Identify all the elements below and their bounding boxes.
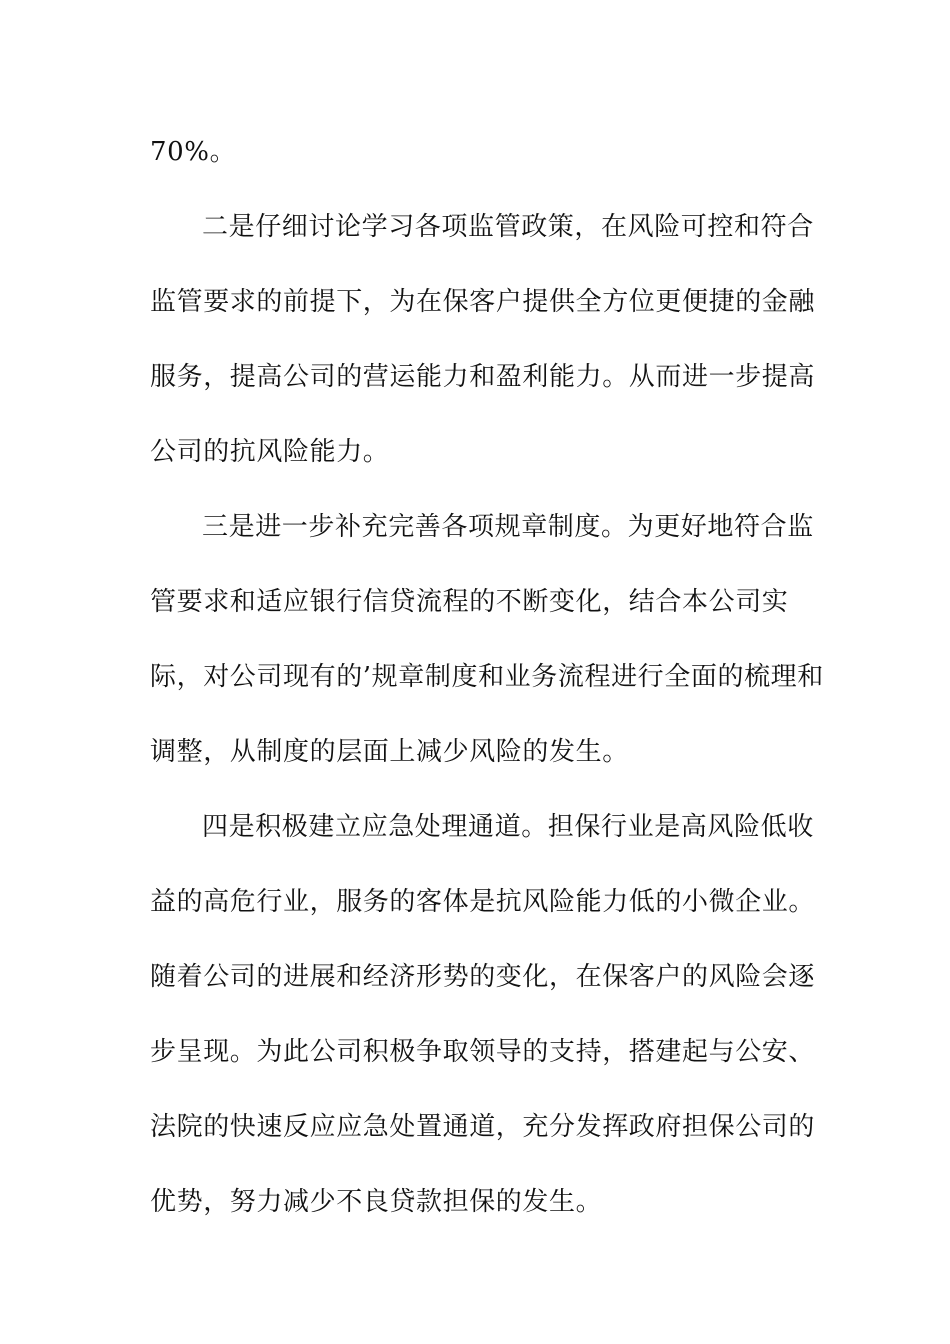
- text-line: 监管要求的前提下，为在保客户提供全方位更便捷的金融: [150, 287, 816, 317]
- text-line: 管要求和适应银行信贷流程的不断变化，结合本公司实: [150, 587, 789, 617]
- text-line: 优势，努力减少不良贷款担保的发生。: [150, 1187, 603, 1217]
- text-line: 际，对公司现有的’规章制度和业务流程进行全面的梳理和: [150, 662, 824, 692]
- text-line: 70%。: [150, 137, 237, 167]
- paragraph-start-line: 四是积极建立应急处理通道。担保行业是高风险低收: [202, 812, 814, 842]
- text-line: 法院的快速反应应急处置通道，充分发挥政府担保公司的: [150, 1112, 816, 1142]
- text-line: 随着公司的进展和经济形势的变化，在保客户的风险会逐: [150, 962, 816, 992]
- text-line: 服务，提高公司的营运能力和盈利能力。从而进一步提高: [150, 362, 816, 392]
- paragraph-start-line: 二是仔细讨论学习各项监管政策，在风险可控和符合: [202, 212, 814, 242]
- text-line: 步呈现。为此公司积极争取领导的支持，搭建起与公安、: [150, 1037, 816, 1067]
- text-line: 益的高危行业，服务的客体是抗风险能力低的小微企业。: [150, 887, 816, 917]
- paragraph-start-line: 三是进一步补充完善各项规章制度。为更好地符合监: [202, 512, 814, 542]
- text-line: 调整，从制度的层面上减少风险的发生。: [150, 737, 629, 767]
- text-line: 公司的抗风险能力。: [150, 437, 390, 467]
